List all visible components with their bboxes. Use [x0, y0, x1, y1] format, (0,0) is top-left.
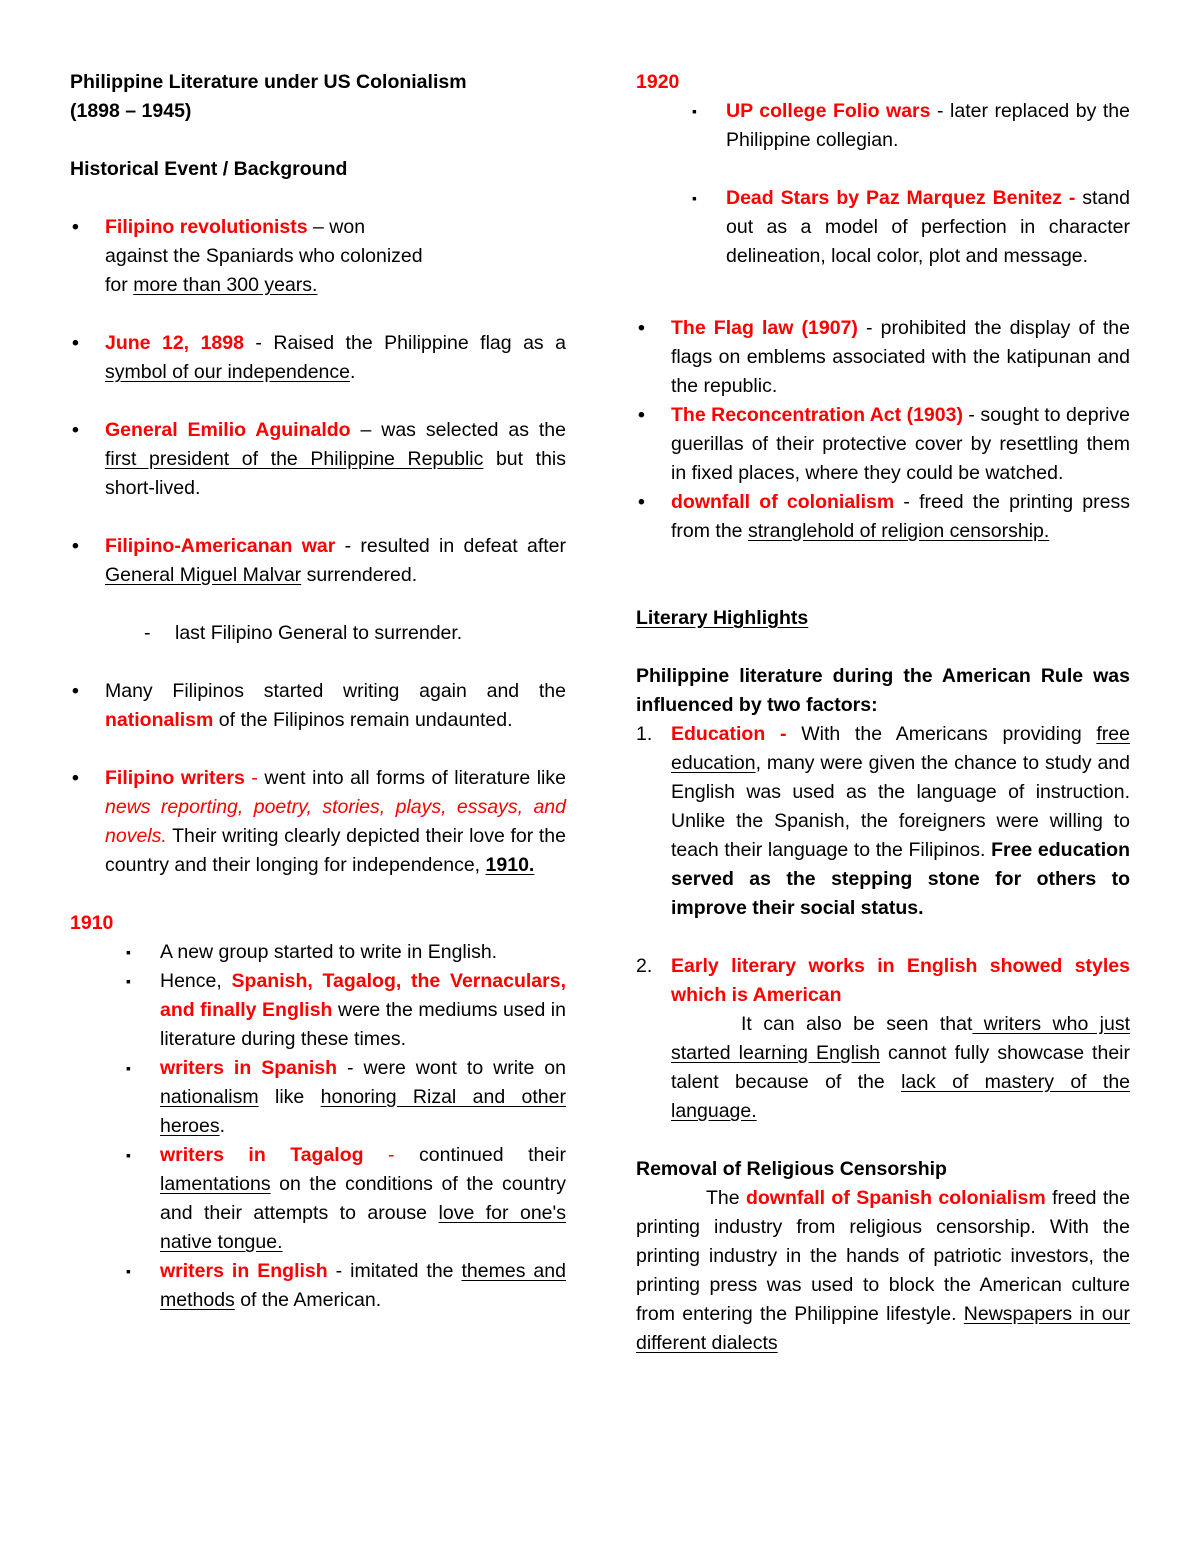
text: of the American. — [234, 1289, 382, 1311]
underlined-text: free education — [671, 723, 1130, 774]
key-term: The Reconcentration Act (1903) — [671, 404, 963, 426]
list-item-filipino-american-war — [70, 532, 566, 590]
bullet-icon: • — [72, 680, 79, 702]
key-term: writers in Tagalog — [160, 1144, 364, 1166]
list-item-june-12 — [70, 329, 566, 387]
year-heading-1920: 1920 — [636, 71, 680, 93]
text: The — [706, 1187, 746, 1209]
text: - freed the printing press from the — [671, 491, 1130, 542]
list-item-reconcentration-act — [636, 401, 1130, 488]
key-term: Education - — [671, 723, 787, 745]
text: – was selected as the — [350, 419, 566, 441]
key-term: Filipino writers — [105, 767, 245, 789]
list-item-downfall-colonialism — [636, 488, 1130, 546]
bullet-icon: • — [638, 491, 645, 513]
bullet-icon: • — [638, 404, 645, 426]
text: - resulted in defeat after — [335, 535, 566, 557]
text: last Filipino General to surrender. — [175, 622, 463, 644]
list-item-folio-wars — [636, 97, 1130, 155]
square-bullet-icon: ▪ — [692, 190, 697, 206]
underlined-text: stranglehold of religion censorship. — [747, 520, 1050, 542]
text: stand out as a model of perfection in character delineation, local color, plot and message. — [726, 187, 1130, 267]
key-term: Spanish, Tagalog, the Vernaculars, and finally English — [160, 970, 566, 1021]
underlined-text: Newspapers in our different dialects — [636, 1303, 1130, 1354]
text: - Raised the Philippine flag as a — [243, 332, 566, 354]
section-heading-literary-highlights: Literary Highlights — [636, 607, 809, 629]
key-term: writers in English — [160, 1260, 328, 1282]
bullet-icon: • — [72, 419, 79, 441]
italic-text: news reporting, poetry, stories, plays, essays, and novels. — [105, 796, 566, 847]
text: freed the printing industry from religious censorship. With the printing industry in the hands of patriotic investors, the printing press was used to block the American culture from entering the Philippine lifestyle. — [636, 1187, 1130, 1325]
underlined-text: General Miguel Malvar — [105, 564, 302, 586]
bullet-icon: • — [72, 332, 79, 354]
square-bullet-icon: ▪ — [126, 1147, 131, 1163]
underlined-text: first president of the Philippine Republic — [105, 448, 484, 470]
text: Their writing clearly depicted their love for the country and their longing for independence, — [105, 825, 566, 876]
text: - prohibited the display of the flags on emblems associated with the katipunan and the republic. — [671, 317, 1131, 397]
list-item-writers-tagalog — [70, 1141, 566, 1257]
underlined-text: 1910. — [485, 854, 535, 876]
text: With the Americans providing — [786, 723, 1097, 745]
bullet-icon: • — [72, 767, 79, 789]
key-term: June 12, 1898 — [105, 332, 244, 354]
underlined-text: lamentations — [160, 1173, 271, 1195]
doc-title-line1: Philippine Literature under US Colonialism — [70, 71, 467, 93]
list-item-writers-spanish — [70, 1054, 566, 1141]
underlined-text: symbol of our independence — [105, 361, 350, 383]
right-column — [636, 68, 1130, 1358]
section-heading-religious-censorship: Removal of Religious Censorship — [636, 1158, 947, 1180]
text: against the Spaniards who colonized — [105, 245, 423, 267]
text: – won — [307, 216, 366, 238]
list-item-revolutionists — [70, 213, 566, 300]
text: - were wont to write on — [337, 1057, 566, 1079]
key-term: Filipino-Americanan war — [105, 535, 336, 557]
doc-title-line2: (1898 – 1945) — [70, 100, 192, 122]
section-heading-historical: Historical Event / Background — [70, 158, 348, 180]
list-item-nationalism — [70, 677, 566, 735]
text: were the mediums used in literature during these times. — [160, 999, 566, 1050]
numbered-item-education — [636, 720, 1130, 923]
left-column — [70, 68, 566, 1315]
numbered-item-early-works — [636, 952, 1130, 1126]
underlined-text: writers who just started learning English — [671, 1013, 1130, 1064]
text: . — [350, 361, 356, 383]
text: on the conditions of the country and their attempts to arouse — [160, 1173, 566, 1224]
key-term: nationalism — [105, 709, 214, 731]
text: - — [363, 1144, 420, 1166]
item-number: 2. — [636, 955, 653, 977]
key-term: Dead Stars by Paz Marquez Benitez - — [726, 187, 1076, 209]
underlined-text: themes and methods — [160, 1260, 566, 1311]
underlined-text: nationalism — [160, 1086, 259, 1108]
key-term: writers in Spanish — [160, 1057, 338, 1079]
text: continued their — [419, 1144, 566, 1166]
text: A new group started to write in English. — [160, 941, 498, 963]
year-heading-1910: 1910 — [70, 912, 114, 934]
underlined-text: honoring Rizal and other heroes — [160, 1086, 566, 1137]
underlined-text: love for one's native tongue. — [160, 1202, 566, 1253]
square-bullet-icon: ▪ — [126, 944, 131, 960]
bullet-icon: • — [72, 216, 79, 238]
square-bullet-icon: ▪ — [692, 103, 697, 119]
text: - sought to deprive guerillas of their protective cover by resettling them in fixed places, where they could be watched. — [671, 404, 1130, 484]
text: for — [105, 274, 134, 296]
text: . — [219, 1115, 226, 1137]
square-bullet-icon: ▪ — [126, 1060, 131, 1076]
text: , many were given the chance to study and English was used as the language of instruction. Unlike the Spanish, the foreigners were willing to teach their language to the Filipinos. — [671, 752, 1130, 861]
text: - imitated the — [327, 1260, 462, 1282]
key-term: Filipino revolutionists — [105, 216, 308, 238]
text: surrendered. — [301, 564, 418, 586]
literary-intro: Philippine literature during the American Rule was influenced by two factors: — [636, 665, 1130, 716]
item-number: 1. — [636, 723, 653, 745]
bullet-icon: • — [72, 535, 79, 557]
list-item-writers-english — [70, 1257, 566, 1315]
list-item-flag-law — [636, 314, 1130, 401]
sub-item-last-general — [70, 619, 566, 648]
key-term: downfall of colonialism — [671, 491, 895, 513]
key-term: Early literary works in English showed styles which is American — [671, 955, 1130, 1006]
bullet-icon: • — [638, 317, 645, 339]
list-item-new-group — [70, 938, 566, 967]
text: - later replaced by the Philippine collegian. — [726, 100, 1130, 151]
square-bullet-icon: ▪ — [126, 973, 131, 989]
key-term: UP college Folio wars — [726, 100, 931, 122]
list-item-filipino-writers — [70, 764, 566, 880]
text: went into all forms of literature like — [264, 767, 566, 789]
underlined-text: lack of mastery of the language. — [671, 1071, 1131, 1122]
text: - — [244, 767, 265, 789]
key-term: downfall of Spanish colonialism — [745, 1187, 1046, 1209]
list-item-dead-stars — [636, 184, 1130, 271]
text: cannot fully showcase their talent because of the — [671, 1042, 1130, 1093]
key-term: The Flag law (1907) — [671, 317, 858, 339]
text: of the Filipinos remain undaunted. — [213, 709, 513, 731]
text: Hence, — [160, 970, 232, 992]
text: It can also be seen that — [741, 1013, 973, 1035]
bold-text: Free education served as the stepping stone for others to improve their social status. — [671, 839, 1131, 919]
text: Many Filipinos started writing again and the — [105, 680, 566, 702]
paragraph-religious-censorship — [636, 1184, 1130, 1358]
dash-icon: - — [144, 622, 151, 644]
square-bullet-icon: ▪ — [126, 1263, 131, 1279]
underlined-text: more than 300 years. — [133, 274, 318, 296]
text: like — [258, 1086, 321, 1108]
text: but this short-lived. — [105, 448, 566, 499]
list-item-mediums — [70, 967, 566, 1054]
key-term: General Emilio Aguinaldo — [105, 419, 351, 441]
list-item-aguinaldo — [70, 416, 566, 503]
